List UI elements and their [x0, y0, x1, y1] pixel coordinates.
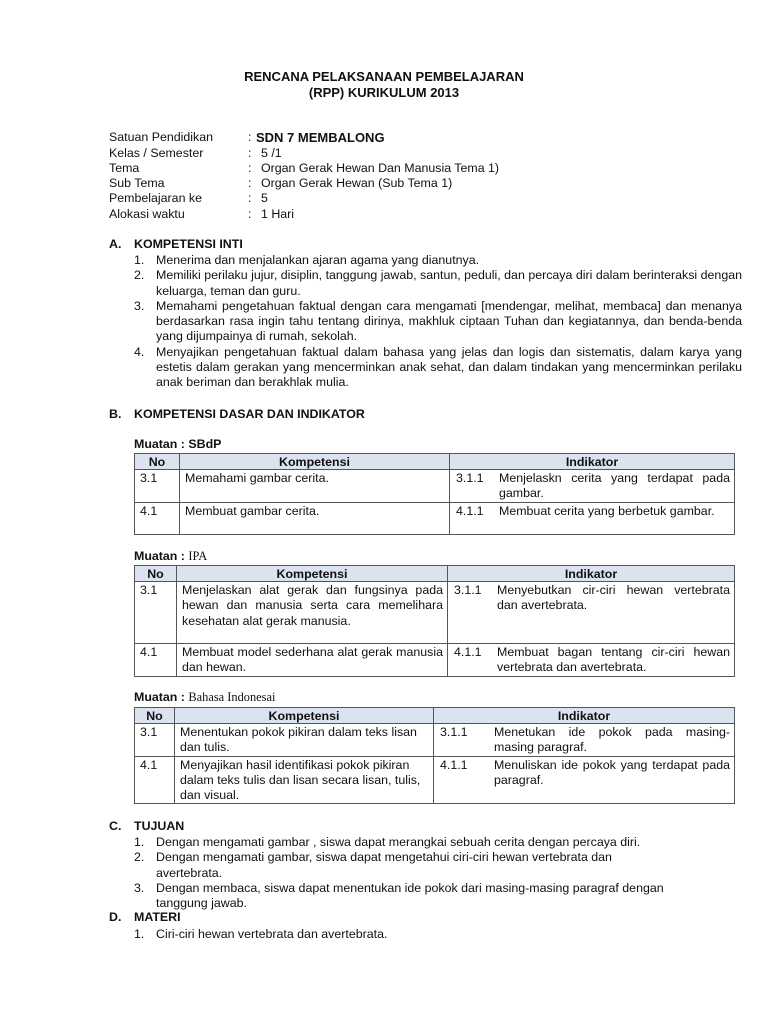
- list-number: 1.: [134, 253, 145, 267]
- cell-indikator: [434, 756, 735, 804]
- indikator-code: 4.1.1: [454, 645, 482, 659]
- cell-indikator: [448, 644, 735, 677]
- section-letter: B.: [109, 407, 122, 421]
- col-no-header: No: [135, 454, 180, 470]
- muatan-subject: Bahasa Indonesai: [188, 690, 276, 704]
- indikator-text: Menyebutkan cir-ciri hewan vertebrata dan avertebrata.: [497, 583, 730, 613]
- identity-row-tema: [109, 161, 569, 176]
- section-letter: C.: [109, 819, 122, 833]
- table-row: [135, 756, 735, 804]
- cell-no: 4.1: [135, 502, 180, 534]
- muatan-prefix: Muatan :: [134, 549, 185, 563]
- section-title: KOMPETENSI INTI: [134, 237, 243, 251]
- list-text: Ciri-ciri hewan vertebrata dan avertebrata.: [156, 927, 388, 941]
- identity-colon: :: [248, 130, 252, 144]
- indikator-text: Menetukan ide pokok pada masing-masing paragraf.: [494, 725, 730, 755]
- identity-colon: :: [248, 176, 252, 190]
- col-indikator-header: Indikator: [450, 454, 735, 470]
- identity-colon: :: [248, 207, 252, 221]
- cell-kompetensi: Memahami gambar cerita.: [180, 470, 450, 503]
- list-text: Memiliki perilaku jujur, disiplin, tanggung jawab, santun, peduli, dan percaya diri dalam berinteraksi dengan keluarga, teman dan guru.: [156, 268, 742, 298]
- cell-indikator: [450, 502, 735, 534]
- identity-row-subtema: [109, 176, 569, 191]
- identity-colon: :: [248, 146, 252, 160]
- list-item: [134, 850, 674, 881]
- section-title: TUJUAN: [134, 819, 185, 833]
- kd-table-ipa: [134, 565, 735, 677]
- list-text: Menerima dan menjalankan ajaran agama yang dianutnya.: [156, 253, 480, 267]
- identity-colon: :: [248, 161, 252, 175]
- col-kompetensi-header: Kompetensi: [180, 454, 450, 470]
- materi-list: [134, 927, 742, 942]
- indikator-text: Membuat bagan tentang cir-ciri hewan vertebrata dan avertebrata.: [497, 645, 730, 675]
- muatan-label-bahasa: [134, 690, 275, 705]
- cell-kompetensi: Menyajikan hasil identifikasi pokok pikiran dalam teks tulis dan lisan secara lisan, tulis, dan visual.: [175, 756, 434, 804]
- kd-table-bahasa-indonesia: [134, 707, 735, 804]
- list-text: Dengan mengamati gambar, siswa dapat mengetahui ciri-ciri hewan vertebrata dan avertebrata.: [156, 850, 612, 880]
- muatan-prefix: Muatan :: [134, 437, 185, 451]
- list-item: [134, 268, 742, 299]
- cell-indikator: [434, 724, 735, 757]
- document-subtitle: (RPP) KURIKULUM 2013: [308, 85, 460, 100]
- cell-no: 3.1: [135, 724, 175, 757]
- list-item: [134, 881, 679, 912]
- indikator-code: 4.1.1: [456, 503, 484, 518]
- identity-value: 5: [261, 191, 268, 205]
- identity-value: Organ Gerak Hewan Dan Manusia Tema 1): [261, 161, 500, 175]
- identity-label: Satuan Pendidikan: [109, 130, 214, 144]
- table-row: [135, 502, 735, 534]
- section-letter: D.: [109, 910, 122, 924]
- identity-label: Tema: [109, 161, 140, 175]
- list-text: Menyajikan pengetahuan faktual dalam bahasa yang jelas dan logis dan sistematis, dalam karya yang estetis dalam gerakan yang mencerminkan anak sehat, dan dalam tindakan yang mencerminkan perilaku anak beriman dan berakhlak mulia.: [156, 344, 742, 390]
- identity-label: Sub Tema: [109, 176, 165, 190]
- list-item: [134, 345, 742, 391]
- list-item: [134, 253, 742, 268]
- list-text: Dengan mengamati gambar , siswa dapat merangkai sebuah cerita dengan percaya diri.: [156, 835, 641, 849]
- table-row: [135, 582, 735, 644]
- identity-colon: :: [248, 191, 252, 205]
- muatan-prefix: Muatan :: [134, 690, 185, 704]
- identity-row-alokasi: [109, 207, 569, 222]
- section-b-heading: [109, 407, 365, 422]
- document-title: RENCANA PELAKSANAAN PEMBELAJARAN: [244, 69, 524, 84]
- identity-label: Kelas / Semester: [109, 146, 204, 160]
- cell-kompetensi: Menentukan pokok pikiran dalam teks lisan dan tulis.: [175, 724, 434, 757]
- identity-label: Alokasi waktu: [109, 207, 185, 221]
- cell-indikator: [448, 582, 735, 644]
- list-number: 3.: [134, 298, 145, 313]
- list-number: 1.: [134, 835, 145, 849]
- section-letter: A.: [109, 237, 122, 251]
- col-kompetensi-header: Kompetensi: [177, 566, 448, 582]
- list-number: 2.: [134, 268, 145, 283]
- list-number: 2.: [134, 850, 145, 865]
- muatan-subject: IPA: [188, 549, 208, 563]
- col-indikator-header: Indikator: [448, 566, 735, 582]
- indikator-text: Membuat cerita yang berbetuk gambar.: [499, 503, 715, 518]
- list-number: 1.: [134, 927, 145, 941]
- kompetensi-inti-list: [134, 253, 742, 391]
- cell-no: 3.1: [135, 470, 180, 503]
- table-header-row: [135, 454, 735, 470]
- indikator-code: 3.1.1: [440, 725, 468, 739]
- section-c-heading: [109, 819, 184, 834]
- list-text: Dengan membaca, siswa dapat menentukan ide pokok dari masing-masing paragraf dengan tanggung jawab.: [156, 880, 664, 911]
- list-item: [134, 299, 742, 345]
- identity-row-pembelajaran: [109, 191, 569, 206]
- col-kompetensi-header: Kompetensi: [175, 708, 434, 724]
- indikator-code: 3.1.1: [456, 471, 484, 485]
- list-item: [134, 927, 742, 942]
- tujuan-list: [134, 835, 742, 911]
- cell-kompetensi: Membuat model sederhana alat gerak manusia dan hewan.: [177, 644, 448, 677]
- list-item: [134, 835, 742, 850]
- table-row: [135, 644, 735, 677]
- cell-kompetensi: Menjelaskan alat gerak dan fungsinya pada hewan dan manusia serta cara memelihara kesehatan alat gerak manusia.: [177, 582, 448, 644]
- identity-value: SDN 7 MEMBALONG: [256, 130, 385, 145]
- col-indikator-header: Indikator: [434, 708, 735, 724]
- muatan-label-ipa: [134, 549, 207, 564]
- list-number: 4.: [134, 344, 145, 359]
- section-title: KOMPETENSI DASAR DAN INDIKATOR: [134, 407, 365, 421]
- indikator-code: 3.1.1: [454, 583, 482, 597]
- cell-no: 4.1: [135, 644, 177, 677]
- identity-value: 1 Hari: [261, 207, 295, 221]
- identity-value: Organ Gerak Hewan (Sub Tema 1): [261, 176, 453, 190]
- muatan-label-sbdp: [134, 437, 221, 452]
- table-row: [135, 724, 735, 757]
- indikator-text: Menjelaskn cerita yang terdapat pada gambar.: [499, 471, 730, 501]
- indikator-text: Menuliskan ide pokok yang terdapat pada paragraf.: [494, 757, 730, 787]
- identity-label: Pembelajaran ke: [109, 191, 202, 205]
- table-header-row: [135, 708, 735, 724]
- identity-row-kelas: [109, 146, 569, 161]
- cell-indikator: [450, 470, 735, 503]
- table-header-row: [135, 566, 735, 582]
- identity-row-satuan: [109, 130, 569, 145]
- cell-no: 4.1: [135, 756, 175, 804]
- col-no-header: No: [135, 566, 177, 582]
- cell-kompetensi: Membuat gambar cerita.: [180, 502, 450, 534]
- identity-value: 5 /1: [261, 146, 282, 160]
- section-a-heading: [109, 237, 243, 252]
- section-d-heading: [109, 910, 181, 925]
- kd-table-sbdp: [134, 453, 735, 535]
- muatan-subject: SBdP: [188, 437, 222, 451]
- indikator-code: 4.1.1: [440, 757, 468, 772]
- table-row: [135, 470, 735, 503]
- col-no-header: No: [135, 708, 175, 724]
- section-title: MATERI: [134, 910, 181, 924]
- list-number: 3.: [134, 880, 145, 895]
- list-text: Memahami pengetahuan faktual dengan cara mengamati [mendengar, melihat, membaca] dan menanya berdasarkan rasa ingin tahu tentang dirinya, makhluk ciptaan Tuhan dan kegiatannya, dan benda-benda yang dijumpainya di rumah, sekolah.: [156, 298, 742, 344]
- cell-no: 3.1: [135, 582, 177, 644]
